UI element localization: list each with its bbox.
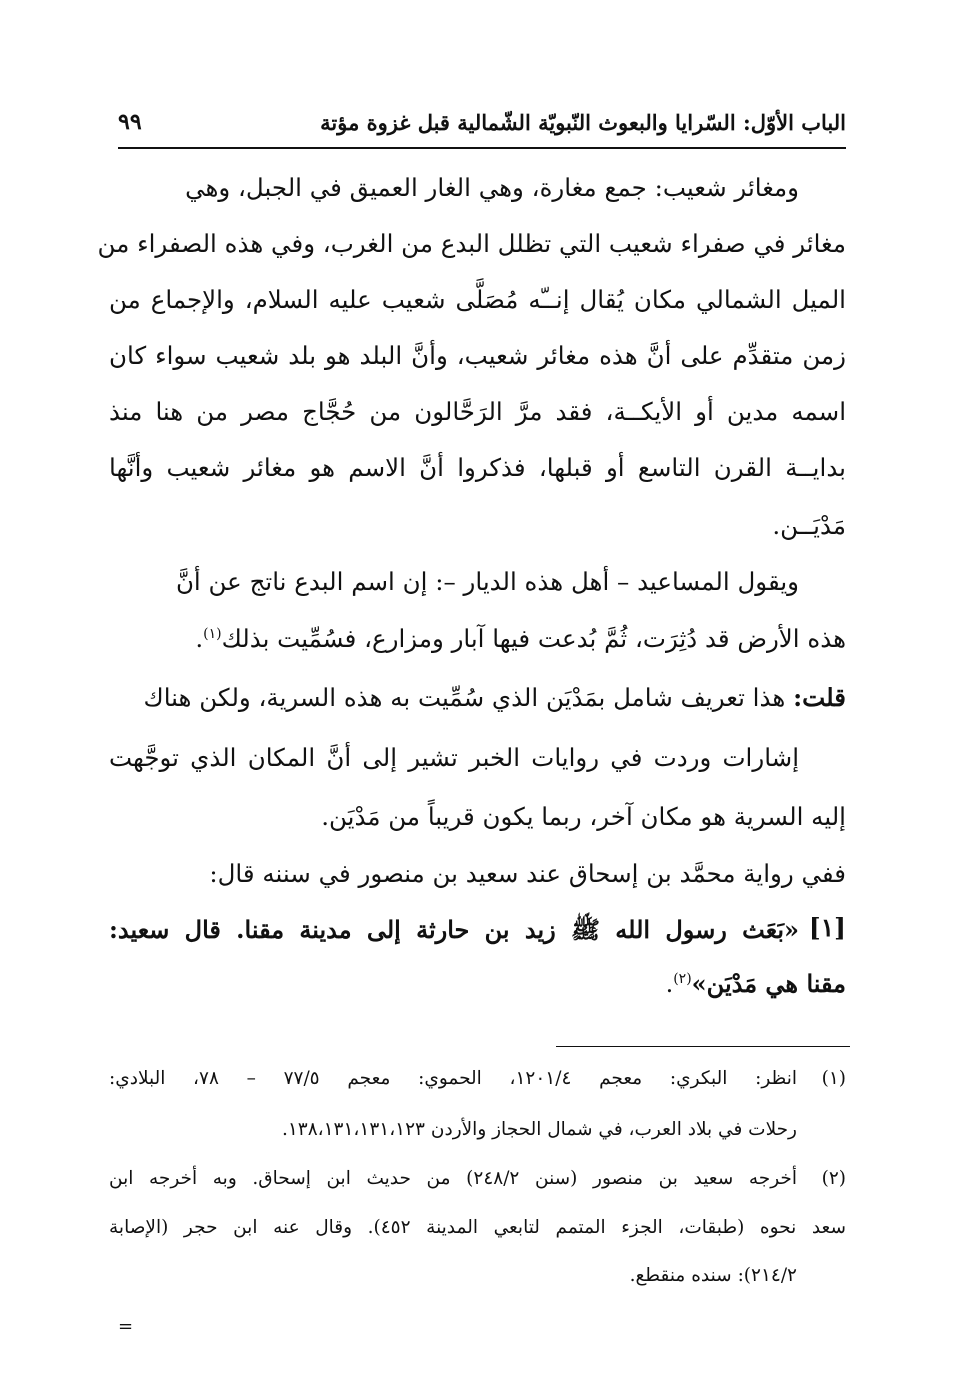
body-line-12: إليه السرية هو مكان آخر، ربما يكون قريباً من مَدْيَن. — [321, 802, 846, 831]
hadith-line-2-text: مقنا هي مَدْيَن» — [691, 969, 846, 998]
footnote-rule — [556, 1046, 850, 1047]
footnote-2-line-3: ٢١٤/٢): سنده منقطع. — [629, 1265, 797, 1286]
hadith-number: [١] — [808, 913, 846, 942]
chapter-title: الباب الأوّل: السّرايا والبعوث النّبويّة الشّمالية قبل غزوة مؤتة — [320, 109, 846, 135]
hadith-line-1: «بَعَث رسول الله ﷺ زيد بن حارثة إلى مدينة مقنا. قال سعيد: — [109, 915, 799, 944]
body-line-1: ومغائر شعيب: جمع مغارة، وهي الغار العميق في الجبل، وهي — [185, 173, 799, 202]
footnote-ref-2: (٢) — [673, 971, 692, 987]
body-line-13: ففي رواية محمَّد بن إسحاق عند سعيد بن منصور في سننه قال: — [209, 859, 846, 888]
body-line-9-text: هذه الأرض قد دُثِرَت، ثُمَّ بُدعت فيها آبار ومزارع، فسُمِّيت بذلك — [221, 624, 846, 653]
body-line-3: الميل الشمالي مكان يُقال إنــّه مُصَلَّى شعيب عليه السلام، والإجماع من — [109, 285, 846, 314]
body-line-7: مَدْيَــن. — [772, 511, 846, 540]
header-rule — [118, 147, 846, 149]
bottom-mark: = — [118, 1316, 134, 1337]
footnote-1-number: (١) — [821, 1068, 846, 1089]
body-line-6: بدايــة القرن التاسع أو قبلها، فذكروا أنَّ الاسم هو مغائر شعيب وأنَّها — [109, 453, 846, 482]
body-line-8: ويقول المساعيد – أهل هذه الديار –: إن اسم البدع ناتج عن أنَّ — [175, 567, 799, 596]
body-line-9: هذه الأرض قد دُثِرَت، ثُمَّ بُدعت فيها آبار ومزارع، فسُمِّيت بذلك$^{(١)}$. — [195, 624, 846, 653]
hadith-line-2: مقنا هي مَدْيَن»$^{(٢)}$. — [665, 969, 846, 998]
running-header — [118, 100, 846, 144]
footnote-ref-1: (١) — [203, 625, 222, 642]
body-line-2: مغائر في صفراء شعيب التي تظلل البدع من الغرب، وفي هذه الصفراء من — [97, 229, 846, 258]
body-line-4: زمن متقدِّم على أنَّ هذه مغائر شعيب، وأنَّ البلد هو بلد شعيب سواء كان — [109, 341, 846, 370]
footnote-1-line-1: انظر: البكري: معجم ١٢٠١/٤، الحموي: معجم ٧٧/٥ – ٧٨، البلادي: — [109, 1068, 798, 1089]
body-line-5: اسمه مدين أو الأيكــة، فقد مرَّ الرَحَّالون من حُجَّاج مصر من هنا منذ — [109, 397, 846, 426]
footnote-2-line-2: سعد نحوه (طبقات، الجزء المتمم لتابعي المدينة ٤٥٢). وقال عنه ابن حجر (الإصابة — [109, 1217, 846, 1238]
body-line-11: إشارات وردت في روايات الخبر تشير إلى أنَّ المكان الذي توجَّهت — [109, 743, 799, 772]
footnote-1-line-2: رحلات في بلاد العرب، في شمال الحجاز والأردن ١٣٨،١٣١،١٣١،١٢٣. — [281, 1119, 797, 1140]
body-line-10 — [109, 683, 846, 712]
qult-label: قلت: — [793, 683, 846, 712]
page-number: ٩٩ — [118, 109, 142, 135]
body-line-10-text: هذا تعريف شامل بمَدْيَن الذي سُمِّيت به هذه السرية، ولكن هناك — [143, 683, 786, 712]
footnote-2-number: (٢) — [821, 1168, 846, 1189]
footnote-2-line-1: أخرجه سعيد بن منصور (سنن ٢٤٨/٢) من حديث ابن إسحاق. وبه أخرجه ابن — [109, 1168, 798, 1189]
